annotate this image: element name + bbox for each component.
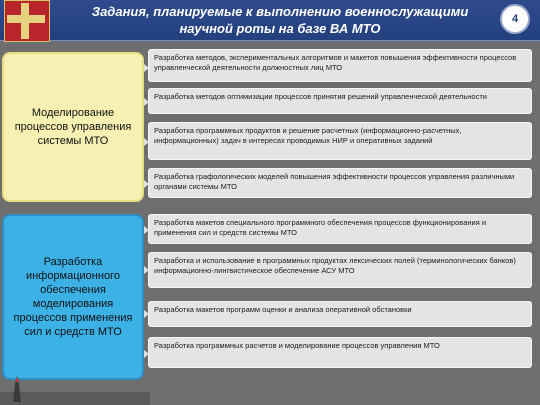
emblem-icon — [4, 0, 50, 42]
tower-icon — [10, 376, 24, 402]
list-item: Разработка макетов программ оценки и анализа оперативной обстановки — [148, 301, 532, 327]
header-bar — [0, 0, 540, 41]
list-item: Разработка методов оптимизации процессов принятия решений управленческой деятельности — [148, 88, 532, 114]
panel-modeling-label: Моделирование процессов управления системы МТО — [14, 107, 132, 147]
page-number-badge: 4 — [500, 4, 530, 34]
panel-modeling — [2, 52, 144, 202]
list-item: Разработка программных расчетов и моделирование процессов управления МТО — [148, 337, 532, 368]
list-item: Разработка и использование в программных продуктах лексических полей (терминологических банков) информационно-лингвистическое обеспечение АСУ МТО — [148, 252, 532, 288]
list-item: Разработка макетов специального программного обеспечения процессов функционирования и применения сил и средств системы МТО — [148, 214, 532, 244]
list-item: Разработка графологических моделей повышения эффективности процессов управления различными органами системы МТО — [148, 168, 532, 198]
panel-information-label: Разработка информационного обеспечения моделирования процессов применения сил и средств МТО — [13, 256, 133, 338]
title-line-2: научной роты на базе ВА МТО — [179, 21, 381, 36]
panel-information — [2, 214, 144, 380]
list-item: Разработка программных продуктов и решение расчетных (информационно-расчетных, информационных) задач в интересах проводимых НИР и оперативных заданий — [148, 122, 532, 160]
page-title — [60, 0, 500, 40]
list-item: Разработка методов, экспериментальных алгоритмов и макетов повышения эффективности процессов управленческой деятельности должностных лиц МТО — [148, 49, 532, 82]
title-line-1: Задания, планируемые к выполнению военнослужащими — [91, 4, 469, 19]
